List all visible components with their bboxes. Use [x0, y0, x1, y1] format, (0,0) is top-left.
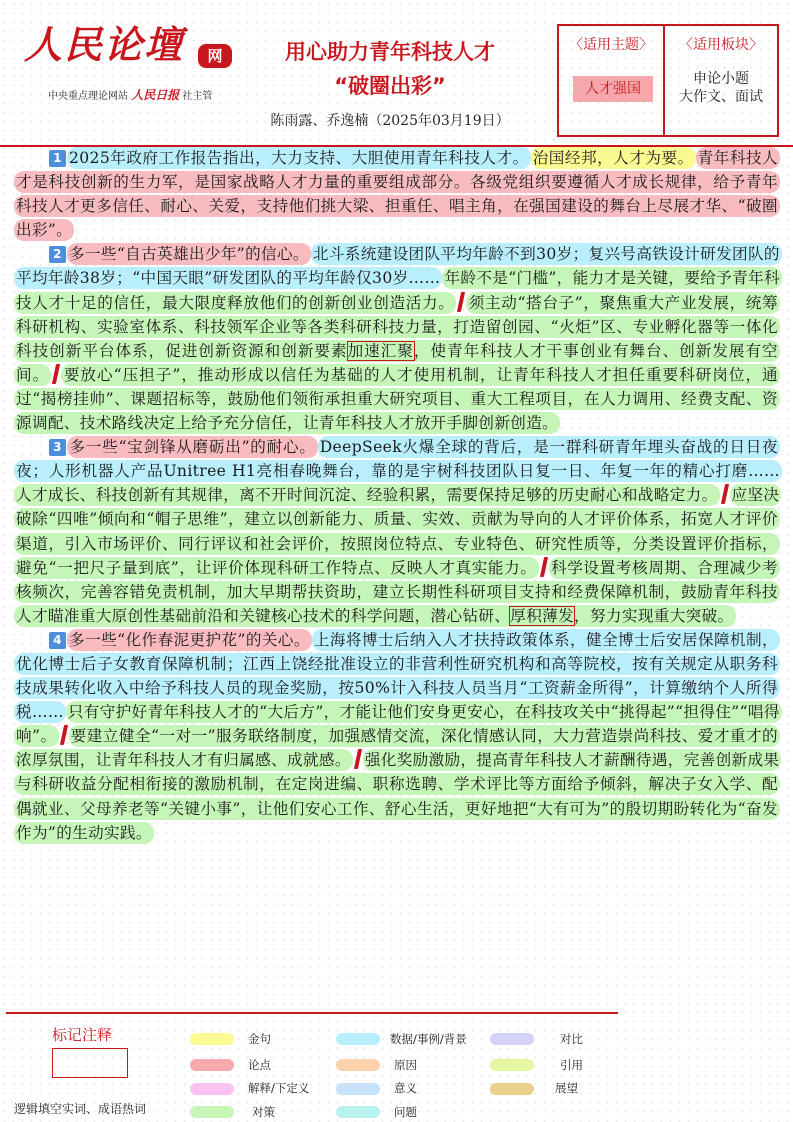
article-byline: 陈雨露、乔逸楠（2025年03月19日） — [270, 113, 510, 129]
countermeasure-text: 科学设置考核周期、合理减少考核频次，完善容错免责机制，加大早期帮扶资助，建立长期性科研项目支持和经费保障机制，鼓励青年科技人才瞄准重大原创性基础前沿和关键核心技术的科学问题，潜心钻研、 — [16, 558, 779, 625]
legend-label: 解释/下定义 — [248, 1081, 310, 1095]
countermeasure-sentence: 要建立健全“一对一”服务联络制度，加强感情交流，深化情感认同，大力营造崇尚科技、爱才重才的浓厚氛围，让青年科技人才有归属感、成就感。 — [16, 727, 778, 770]
legend-box-sample — [52, 1048, 128, 1078]
legend-swatch — [190, 1106, 234, 1118]
article-body — [14, 146, 780, 845]
paragraph-3 — [14, 435, 780, 628]
argument-sentence: 青年科技人才是科技创新的生力军，是国家战略人才力量的重要组成部分。各级党组织要遵循人才成长规律，给予青年科技人才更多信任、耐心、关爱，支持他们挑大梁、担重任、唱主角，在强国建设的舞台上尽展才华、“破圈出彩”。 — [16, 149, 778, 240]
legend-label: 数据/事例/背景 — [390, 1032, 467, 1046]
board-heading: 〈适用板块〉 — [679, 37, 763, 53]
legend-label: 金句 — [248, 1032, 271, 1046]
legend-label: 对比 — [560, 1032, 583, 1046]
legend-swatch — [336, 1083, 380, 1095]
paragraph-number-badge: 1 — [49, 150, 66, 167]
legend-swatch — [336, 1106, 380, 1118]
argument-sentence: 多一些“宝剑锋从磨砺出”的耐心。 — [69, 438, 316, 457]
legend-swatch — [336, 1059, 380, 1071]
example-sentence: DeepSeek火爆全球的背后，是一群科研青年埋头奋战的日日夜夜；人形机器人产品Unitree H1亮相春晚舞台，靠的是宇树科技团队日复一日、年复一年的精心打磨…… — [16, 438, 780, 481]
separator-mark — [354, 749, 362, 769]
legend-label: 论点 — [248, 1058, 271, 1072]
legend-swatch — [490, 1059, 534, 1071]
legend-label: 意义 — [394, 1081, 417, 1095]
argument-sentence: 多一些“化作春泥更护花”的关心。 — [69, 630, 310, 649]
legend-swatch — [490, 1083, 534, 1095]
countermeasure-sentence: 年龄不是“门槛”，能力才是关键，要给予青年科技人才十足的信任，最大限度释放他们的创新创业创造活力。 — [16, 269, 780, 312]
example-sentence: 上海将博士后纳入人才扶持政策体系，健全博士后安居保障机制，优化博士后子女教育保障机制；江西上饶经批准设立的非营利性研究机构和高等院校，按有关规定从职务科技成果转化收入中给予科技人员的现金奖励，按50%计入科技人员当月“工资薪金所得”，计算缴纳个人所得税…… — [16, 630, 778, 722]
legend-divider — [6, 1012, 618, 1014]
logo-sub-text: 中央重点理论网站 — [48, 91, 128, 102]
legend-swatch — [190, 1083, 234, 1095]
logo-badge: 网 — [198, 44, 232, 68]
paragraph-2 — [14, 242, 780, 435]
legend-swatch — [190, 1059, 234, 1071]
countermeasure-text: 须主动“搭台子”，聚焦重大产业发展，统筹科研机构、实验室体系、科技领军企业等各类科研科技力量，打造留创园、“火炬”区、专业孵化器等一体化科技创新平台体系，促进创新资源和创新要素 — [16, 293, 778, 360]
legend-swatch — [490, 1033, 534, 1045]
legend-label: 展望 — [555, 1081, 578, 1095]
countermeasure-sentence: 人才成长、科技创新有其规律，离不开时间沉淀、经验积累，需要保持足够的历史耐心和战略定力。 — [16, 486, 718, 505]
board-value-line2: 大作文、面试 — [679, 89, 763, 105]
legend-swatch — [336, 1033, 380, 1045]
golden-sentence: 治国经邦，人才为要。 — [532, 149, 694, 167]
countermeasure-sentence: 只有守护好青年科技人才的“大后方”，才能让他们安身更安心，在科技攻关中“挑得起”“担得住”“唱得响”。 — [16, 703, 780, 746]
board-value-line1: 申论小题 — [693, 71, 749, 87]
legend-box-note: 逻辑填空实词、成语热词 — [14, 1102, 147, 1116]
separator-mark — [540, 557, 548, 577]
theme-heading: 〈适用主题〉 — [569, 37, 653, 53]
keyword-box: 厚积薄发 — [510, 606, 575, 625]
legend-title: 标记注释 — [52, 1026, 113, 1044]
legend-label: 对策 — [252, 1105, 275, 1119]
theme-value: 人才强国 — [573, 76, 653, 102]
background-sentence: 2025年政府工作报告指出，大力支持、大胆使用青年科技人才。 — [69, 149, 529, 167]
countermeasure-text: ，努力实现重大突破。 — [574, 606, 734, 625]
paragraph-number-badge: 2 — [49, 246, 66, 263]
separator-mark — [457, 292, 465, 312]
legend-label: 问题 — [394, 1105, 417, 1119]
logo-sub-text-2: 社主管 — [182, 91, 213, 102]
article-title-line1: 用心助力青年科技人才 — [285, 40, 495, 64]
argument-sentence: 多一些“自古英雄出少年”的信心。 — [69, 245, 309, 264]
countermeasure-sentence: 要放心“压担子”，推动形成以信任为基础的人才使用机制，让青年科技人才担任重要科研岗位，通过“揭榜挂帅”、课题招标等，鼓励他们领衔承担重大研究项目、重大工程项目，在人力调用、经费支配、资源调配、技术路线决定上给予充分信任，让青年科技人才放开手脚创新创造。 — [16, 365, 778, 433]
legend-label: 引用 — [560, 1058, 583, 1072]
paragraph-4 — [14, 628, 780, 845]
separator-mark — [59, 725, 67, 745]
logo-subtitle — [48, 86, 212, 103]
separator-mark — [52, 364, 60, 384]
countermeasure-sentence: 强化奖励激励，提高青年科技人才薪酬待遇，完善创新成果与科研收益分配相衔接的激励机制，在定岗进编、职称选聘、学术评比等方面给予倾斜，解决子女入学、配偶就业、父母养老等“关键小事”，让他们安心工作、舒心生活，更好地把“大有可为”的殷切期盼转化为“奋发作为”的生动实践。 — [16, 751, 780, 842]
countermeasure-sentence: 应坚决破除“四唯”倾向和“帽子思维”，建立以创新能力、质量、实效、贡献为导向的人才评价体系，拓宽人才评价渠道，引入市场评价、同行评议和社会评价，按照岗位特点、专业特色、研究性质等，分类设置评价指标，避免“一把尺子量到底”，让评价体现科研工作特点、反映人才真实能力。 — [16, 486, 780, 577]
countermeasure-text: ，使青年科技人才干事创业有舞台、创新发展有空间。 — [16, 341, 778, 384]
keyword-box: 加速汇聚 — [347, 341, 414, 360]
example-sentence: 北斗系统建设团队平均年龄不到30岁；复兴号高铁设计研发团队的平均年龄38岁；“中国天眼”研发团队的平均年龄仅30岁…… — [16, 245, 780, 288]
article-title-line2: “破圈出彩” — [334, 74, 446, 98]
logo-brand: 人民日报 — [131, 88, 180, 102]
paragraph-1 — [14, 146, 780, 242]
paragraph-number-badge: 3 — [49, 439, 66, 456]
separator-mark — [720, 484, 728, 504]
paragraph-number-badge: 4 — [49, 632, 66, 649]
legend-label: 原因 — [394, 1058, 417, 1072]
legend-swatch — [190, 1033, 234, 1045]
logo-wordmark: 人民论壇 — [24, 22, 185, 67]
